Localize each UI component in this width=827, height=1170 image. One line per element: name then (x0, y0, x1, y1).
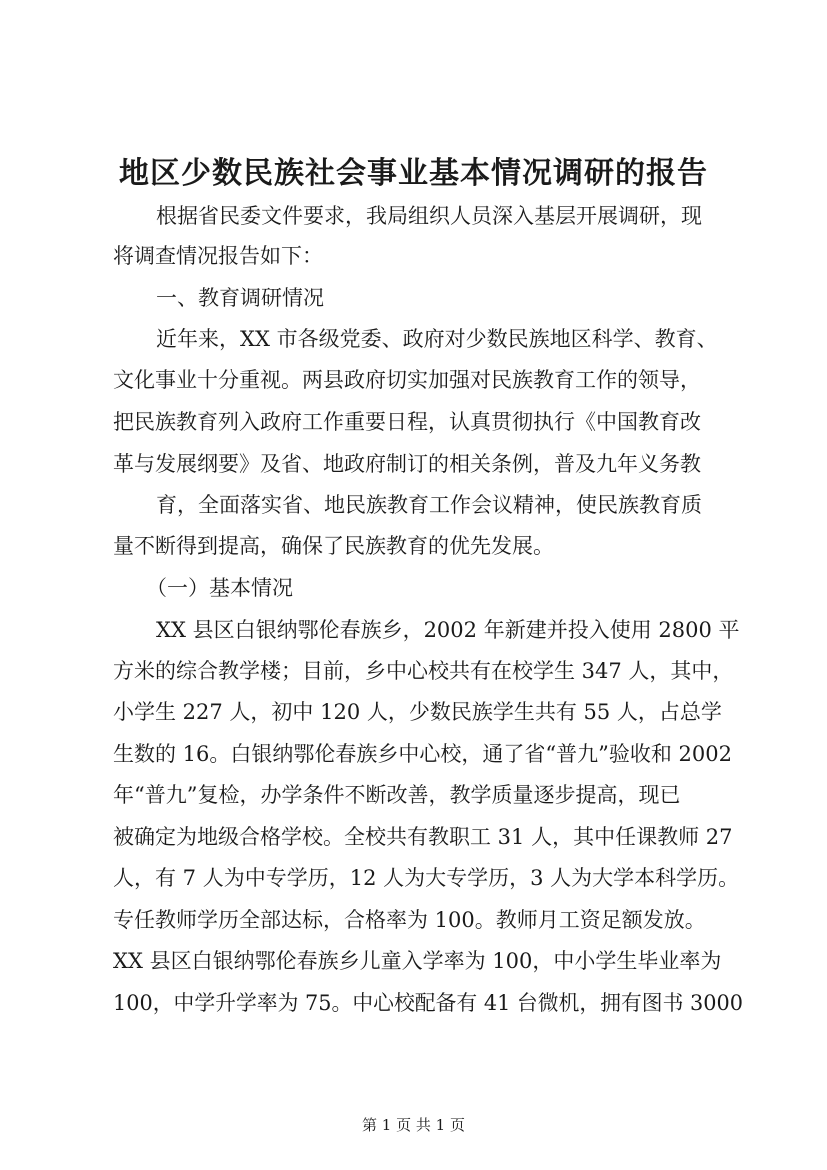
paragraph-line: 量不断得到提高，确保了民族教育的优先发展。 (113, 534, 554, 558)
paragraph-line: 年“普九”复检，办学条件不断改善，教学质量逐步提高，现已 (113, 783, 681, 807)
paragraph-line: 把民族教育列入政府工作重要日程，认真贯彻执行《中国教育改 (113, 410, 701, 434)
paragraph-line: 100，中学升学率为 75。中心校配备有 41 台微机，拥有图书 3000 (113, 991, 744, 1015)
paragraph-line: 文化事业十分重视。两县政府切实加强对民族教育工作的领导， (113, 368, 701, 392)
paragraph-line: 专任教师学历全部达标，合格率为 100。教师月工资足额发放。 (113, 908, 706, 932)
paragraph-line: 人，有 7 人为中专学历，12 人为大专学历，3 人为大学本科学历。 (113, 866, 740, 890)
page-number-footer: 第 1 页 共 1 页 (362, 1116, 465, 1134)
paragraph-line: 方米的综合教学楼；目前，乡中心校共有在校学生 347 人，其中， (113, 659, 734, 683)
paragraph-line: 小学生 227 人，初中 120 人，少数民族学生共有 55 人，占总学 (113, 700, 722, 724)
paragraph-line: 育，全面落实省、地民族教育工作会议精神，使民族教育质 (156, 493, 702, 517)
document-title: 地区少数民族社会事业基本情况调研的报告 (119, 156, 708, 191)
paragraph-line: 将调查情况报告如下： (113, 244, 323, 268)
paragraph-line: 近年来，XX 市各级党委、政府对少数民族地区科学、教育、 (156, 327, 718, 351)
paragraph-line: 被确定为地级合格学校。全校共有教职工 31 人，其中任课教师 27 (113, 825, 733, 849)
section-heading: 一、教育调研情况 (156, 286, 324, 310)
subsection-heading: （一）基本情况 (146, 576, 293, 600)
paragraph-line: XX 县区白银纳鄂伦春族乡，2002 年新建并投入使用 2800 平 (156, 618, 740, 642)
paragraph-line: XX 县区白银纳鄂伦春族乡儿童入学率为 100，中小学生毕业率为 (113, 949, 722, 973)
paragraph-line: 根据省民委文件要求，我局组织人员深入基层开展调研，现 (156, 204, 702, 228)
paragraph-line: 生数的 16。白银纳鄂伦春族乡中心校，通了省“普九”验收和 2002 (113, 742, 732, 766)
paragraph-line: 革与发展纲要》及省、地政府制订的相关条例，普及九年义务教 (113, 452, 701, 476)
